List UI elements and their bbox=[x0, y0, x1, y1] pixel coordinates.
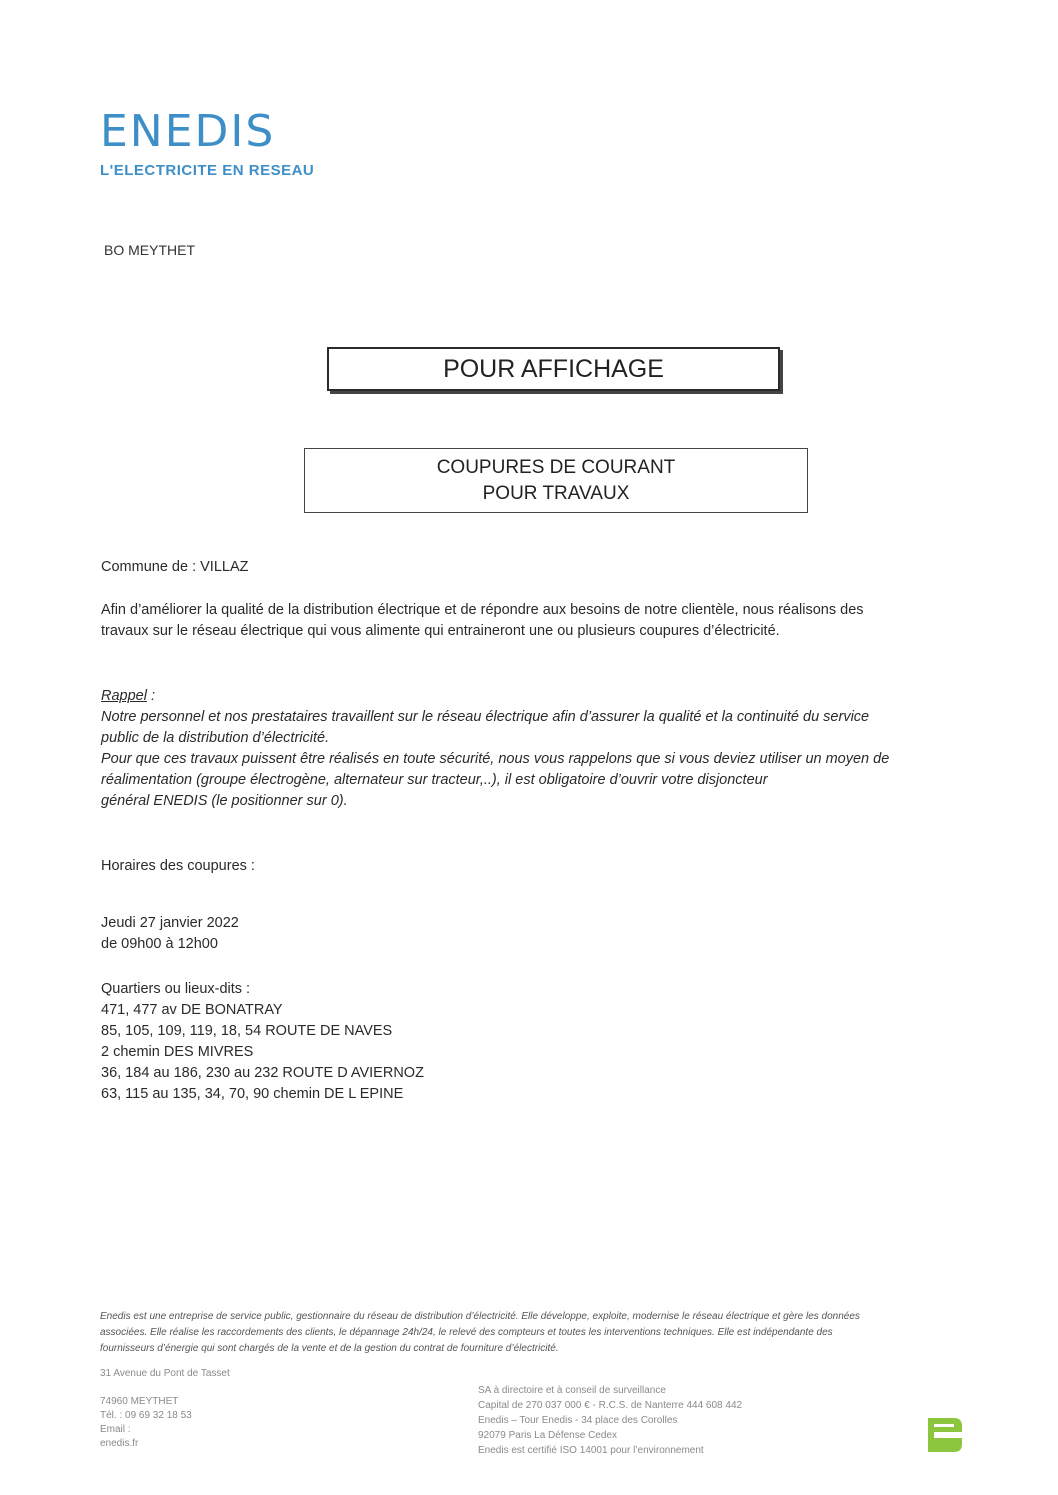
agency-name: BO MEYTHET bbox=[104, 242, 196, 258]
logo-wordmark: ENEDIS bbox=[100, 106, 276, 157]
footer-address bbox=[100, 1367, 230, 1451]
place-item: 63, 115 au 135, 34, 70, 90 chemin DE L EPINE bbox=[101, 1086, 404, 1102]
enedis-e-logo-icon bbox=[922, 1414, 966, 1456]
schedule-block bbox=[101, 913, 981, 955]
rappel-line: Pour que ces travaux puissent être réalisés en toute sécurité, nous vous rappelons que si vous deviez utiliser un moyen de bbox=[101, 751, 890, 767]
place-item: 2 chemin DES MIVRES bbox=[101, 1044, 254, 1060]
places-heading: Quartiers ou lieux-dits : bbox=[101, 981, 251, 997]
schedule-heading: Horaires des coupures : bbox=[101, 858, 255, 874]
commune-line: Commune de : VILLAZ bbox=[101, 559, 249, 575]
rappel-heading-suffix: : bbox=[146, 688, 156, 704]
rappel-line: réalimentation (groupe électrogène, alternateur sur tracteur,..), il est obligatoire d’ouvrir votre disjoncteur bbox=[101, 772, 768, 788]
enedis-e-logo-svg bbox=[922, 1414, 966, 1456]
place-item: 471, 477 av DE BONATRAY bbox=[101, 1002, 283, 1018]
rappel-line: général ENEDIS (le positionner sur 0). bbox=[101, 793, 348, 809]
footer-street: 31 Avenue du Pont de Tasset bbox=[100, 1368, 230, 1379]
footer-legal bbox=[478, 1383, 742, 1458]
page-title: POUR AFFICHAGE bbox=[327, 347, 780, 391]
footer-legal-line: Enedis – Tour Enedis - 34 place des Corolles bbox=[478, 1415, 678, 1426]
intro-paragraph bbox=[101, 600, 981, 642]
footer-description bbox=[100, 1309, 970, 1357]
footer-description-line: Enedis est une entreprise de service public, gestionnaire du réseau de distribution d’électricité. Elle développe, exploite, modernise le réseau électrique et gère les données bbox=[100, 1311, 860, 1322]
footer-legal-line: Capital de 270 037 000 € - R.C.S. de Nanterre 444 608 442 bbox=[478, 1400, 743, 1411]
footer-email: Email : bbox=[100, 1424, 131, 1435]
subtitle-box bbox=[304, 448, 808, 513]
place-item: 36, 184 au 186, 230 au 232 ROUTE D AVIERNOZ bbox=[101, 1065, 424, 1081]
places-block bbox=[101, 979, 981, 1105]
footer-description-line: fournisseurs d’énergie qui sont chargés de la vente et de la gestion du contrat de fourniture d’électricité. bbox=[100, 1343, 559, 1354]
footer-tel: Tél. : 09 69 32 18 53 bbox=[100, 1410, 192, 1421]
subtitle-line-1: COUPURES DE COURANT bbox=[436, 457, 676, 478]
footer-description-line: associées. Elle réalise les raccordements des clients, le dépannage 24h/24, le relevé des compteurs et toutes les interventions techniques. Elle est indépendante des bbox=[100, 1327, 833, 1338]
subtitle-line-2: POUR TRAVAUX bbox=[482, 483, 630, 504]
footer-site[interactable]: enedis.fr bbox=[100, 1438, 139, 1449]
rappel-heading bbox=[101, 686, 981, 707]
rappel-heading-label: Rappel bbox=[101, 688, 147, 704]
footer-spacer bbox=[100, 1381, 230, 1395]
schedule-date: Jeudi 27 janvier 2022 bbox=[101, 915, 239, 931]
intro-line-1: Afin d’améliorer la qualité de la distribution électrique et de répondre aux besoins de notre clientèle, nous réalisons des bbox=[101, 602, 864, 618]
footer-city: 74960 MEYTHET bbox=[100, 1396, 179, 1407]
rappel-line: Notre personnel et nos prestataires travaillent sur le réseau électrique afin d’assurer la qualité et la continuité du service bbox=[101, 709, 870, 725]
rappel-line: public de la distribution d’électricité. bbox=[101, 730, 330, 746]
footer-legal-line: Enedis est certifié ISO 14001 pour l’environnement bbox=[478, 1445, 704, 1456]
place-item: 85, 105, 109, 119, 18, 54 ROUTE DE NAVES bbox=[101, 1023, 393, 1039]
footer-legal-line: SA à directoire et à conseil de surveillance bbox=[478, 1385, 666, 1396]
rappel-section bbox=[101, 686, 981, 812]
schedule-time: de 09h00 à 12h00 bbox=[101, 936, 218, 952]
enedis-logo bbox=[100, 108, 340, 183]
footer-legal-line: 92079 Paris La Défense Cedex bbox=[478, 1430, 617, 1441]
logo-tagline: L'ELECTRICITE EN RESEAU bbox=[100, 162, 315, 179]
intro-line-2: travaux sur le réseau électrique qui vous alimente qui entraineront une ou plusieurs coupures d’électricité. bbox=[101, 623, 780, 639]
